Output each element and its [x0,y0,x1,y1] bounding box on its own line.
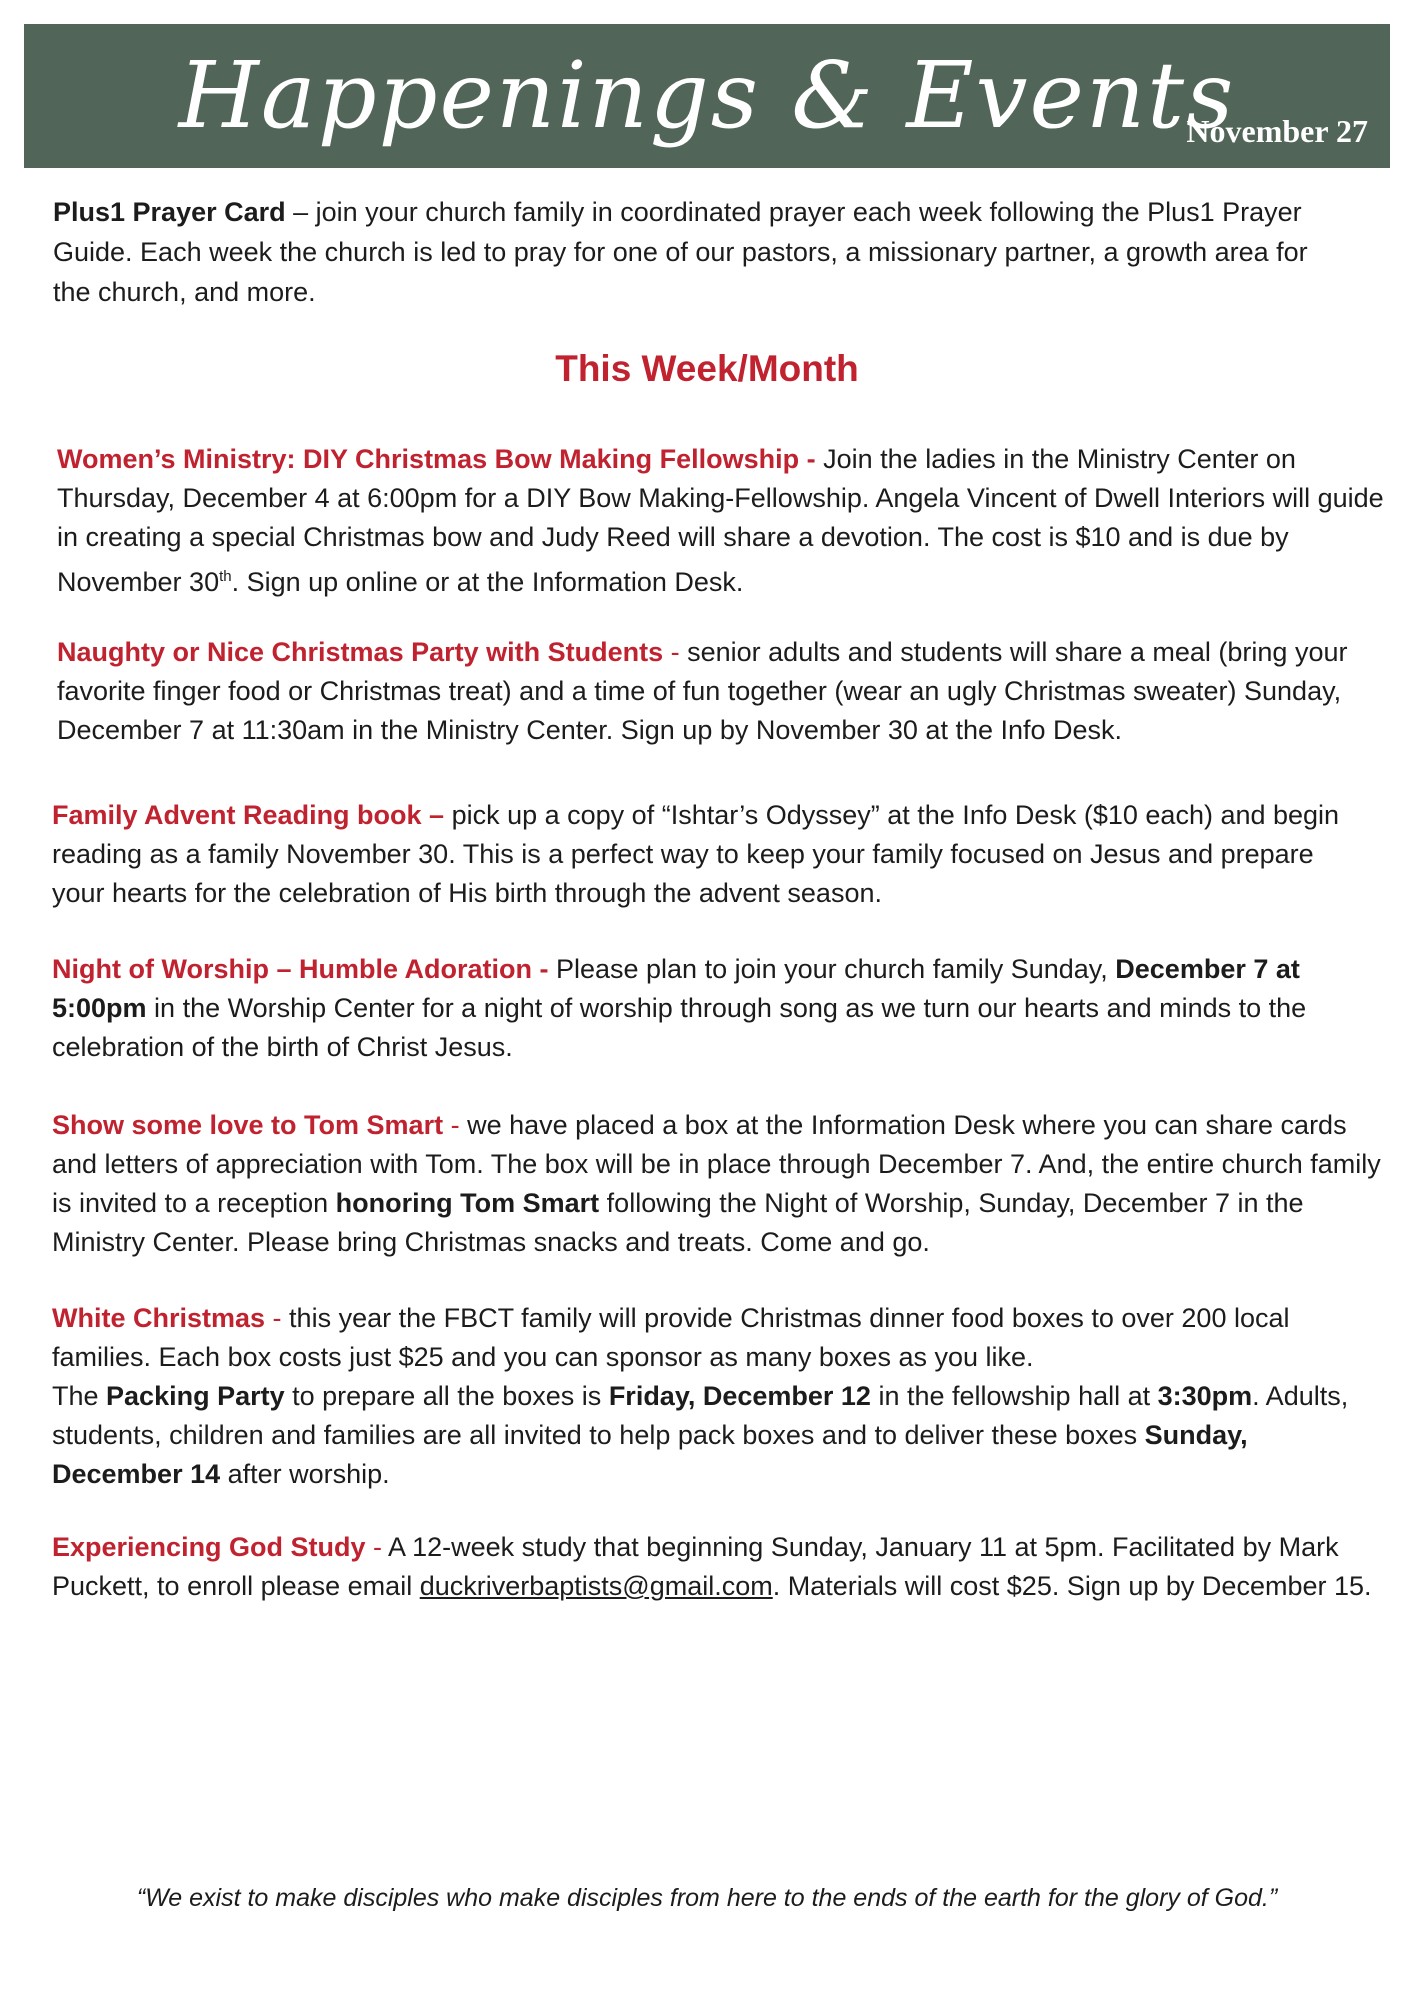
worship-bold: December 7 at 5:00pm [52,954,1300,1023]
white-text1: this year the FBCT family will provide Christmas dinner food boxes to over 200 local families. Each box costs just $25 and you can sponsor as many boxes as you like. [52,1303,1290,1372]
item-night-of-worship [52,950,1382,1067]
item-womens-ministry [57,440,1387,602]
white-title: White Christmas [52,1303,266,1333]
tom-text2: following the Night of Worship, Sunday, December 7 in the Ministry Center. Please bring Christmas snacks and treats. Come and go. [52,1188,1304,1257]
worship-text1: Please plan to join your church family Sunday, [548,954,1116,984]
tom-text1: we have placed a box at the Information Desk where you can share cards and letters of appreciation with Tom. The box will be in place through December 7. And, the entire church family is invited to a reception [52,1110,1381,1218]
white-text2: The [52,1381,107,1411]
study-email-link[interactable]: duckriverbaptists@gmail.com [419,1571,773,1601]
white-bold4: Sunday, December 14 [52,1420,1248,1489]
womens-text2: . Sign up online or at the Information Desk. [231,567,744,597]
white-bold2: Friday, December 12 [608,1381,871,1411]
study-title: Experiencing God Study [52,1532,366,1562]
naughty-title: Naughty or Nice Christmas Party with Students [57,637,664,667]
advent-title: Family Advent Reading book – [52,800,445,830]
tom-title: Show some love to Tom Smart [52,1110,444,1140]
white-text6: after worship. [220,1459,390,1489]
white-bold3: 3:30pm [1157,1381,1253,1411]
white-text3: to prepare all the boxes is [284,1381,609,1411]
naughty-dash: - [663,637,680,667]
study-text1: A 12-week study that beginning Sunday, January 11 at 5pm. Facilitated by Mark Puckett, to enroll please email [52,1532,1339,1601]
womens-title: Women’s Ministry: DIY Christmas Bow Making Fellowship - [57,444,816,474]
intro-label: Plus1 Prayer Card [53,197,286,227]
white-dash: - [265,1303,282,1333]
footer-mission-statement: “We exist to make disciples who make disciples from here to the ends of the earth for the glory of God.” [136,1884,1278,1912]
banner-date: November 27 [1186,113,1368,149]
womens-sup: th [219,568,232,585]
intro-paragraph [53,192,1343,312]
header-banner [24,24,1390,168]
tom-dash: - [443,1110,460,1140]
naughty-text: senior adults and students will share a meal (bring your favorite finger food or Christmas treat) and a time of fun together (wear an ugly Christmas sweater) Sunday, December 7 at 11:30am in the Ministry Center. Sign up by November 30 at the Info Desk. [57,637,1348,745]
section-heading: This Week/Month [555,348,859,389]
worship-title: Night of Worship – Humble Adoration - [52,954,549,984]
item-tom-smart [52,1106,1382,1262]
tom-bold: honoring Tom Smart [335,1188,600,1218]
womens-text1: Join the ladies in the Ministry Center on Thursday, December 4 at 6:00pm for a DIY Bow Making-Fellowship. Angela Vincent of Dwell Interiors will guide in creating a special Christmas bow and Judy Reed will share a devotion. The cost is $10 and is due by November 30 [57,444,1384,597]
item-advent-reading [52,796,1352,913]
study-dash: - [365,1532,383,1562]
item-white-christmas [52,1299,1372,1494]
item-experiencing-god [52,1528,1372,1606]
study-text2: . Materials will cost $25. Sign up by December 15. [772,1571,1372,1601]
intro-text: – join your church family in coordinated prayer each week following the Plus1 Prayer Guide. Each week the church is led to pray for one of our pastors, a missionary partner, a growth area for the church, and more. [53,197,1308,307]
white-text5: . Adults, students, children and families are all invited to help pack boxes and to deliver these boxes [52,1381,1349,1450]
white-text4: in the fellowship hall at [870,1381,1158,1411]
banner-title: Happenings & Events [178,42,1236,149]
item-naughty-nice [57,633,1377,750]
advent-text: pick up a copy of “Ishtar’s Odyssey” at the Info Desk ($10 each) and begin reading as a family November 30. This is a perfect way to keep your family focused on Jesus and prepare your hearts for the celebration of His birth through the advent season. [52,800,1340,908]
white-bold1: Packing Party [106,1381,285,1411]
worship-text2: in the Worship Center for a night of worship through song as we turn our hearts and minds to the celebration of the birth of Christ Jesus. [52,993,1307,1062]
